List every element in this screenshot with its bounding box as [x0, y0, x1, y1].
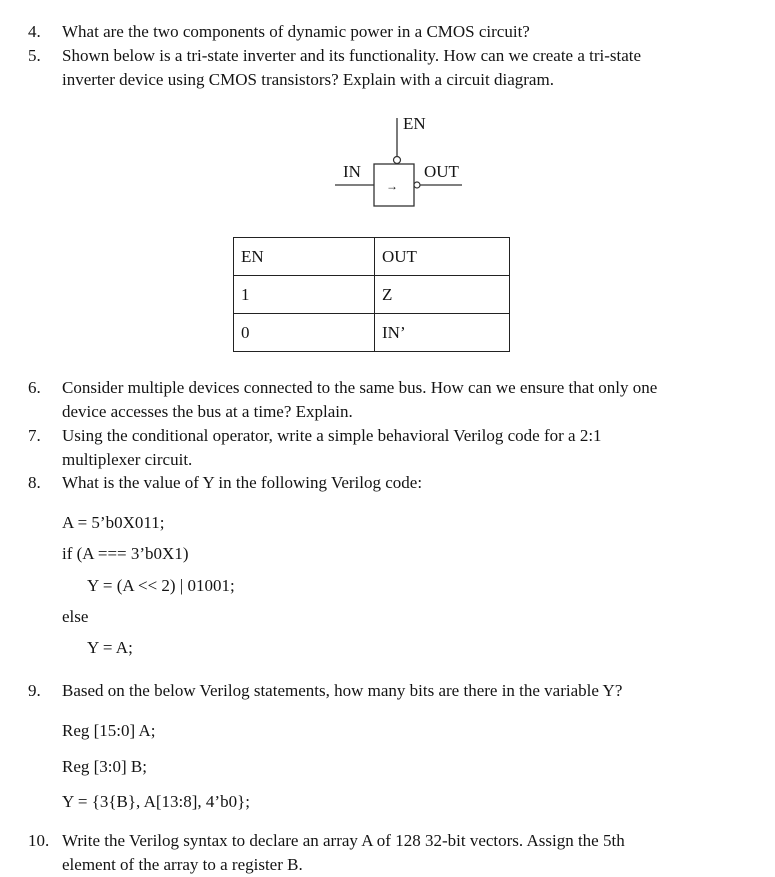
question-number: 5.	[28, 46, 41, 65]
code-line: Reg [3:0] B;	[62, 757, 147, 776]
en-bubble	[394, 157, 401, 164]
table-row	[234, 276, 510, 314]
table-row	[234, 314, 510, 352]
question-text: Based on the below Verilog statements, how many bits are there in the variable Y?	[62, 681, 623, 700]
header-out: OUT	[375, 238, 510, 276]
question-text: device accesses the bus at a time? Explain.	[62, 402, 353, 421]
question-text: element of the array to a register B.	[62, 855, 303, 874]
question-text: Write the Verilog syntax to declare an array A of 128 32-bit vectors. Assign the 5th	[62, 831, 625, 850]
code-line: else	[62, 607, 89, 626]
tristate-inverter-diagram	[0, 0, 775, 230]
table-cell: 1	[234, 276, 375, 314]
question-number: 9.	[28, 681, 41, 700]
table-cell: 0	[234, 314, 375, 352]
question-text: Consider multiple devices connected to the same bus. How can we ensure that only one	[62, 378, 658, 397]
header-en: EN	[234, 238, 375, 276]
question-number: 8.	[28, 473, 41, 492]
in-label: IN	[343, 162, 361, 181]
question-number: 6.	[28, 378, 41, 397]
truth-table	[233, 237, 510, 352]
question-text: What is the value of Y in the following Verilog code:	[62, 473, 423, 492]
arrow-icon: →	[386, 179, 398, 193]
out-label: OUT	[424, 162, 459, 181]
code-line: Y = {3{B}, A[13:8], 4’b0};	[62, 792, 250, 811]
table-header-row	[234, 238, 510, 276]
question-text: What are the two components of dynamic power in a CMOS circuit?	[62, 22, 530, 41]
code-line: if (A === 3’b0X1)	[62, 544, 189, 563]
code-line: Y = A;	[87, 638, 133, 657]
code-line: Reg [15:0] A;	[62, 721, 156, 740]
question-text: inverter device using CMOS transistors? Explain with a circuit diagram.	[62, 70, 554, 89]
out-bubble	[414, 182, 420, 188]
code-line: A = 5’b0X011;	[62, 513, 165, 532]
table-cell: IN’	[375, 314, 510, 352]
question-text: multiplexer circuit.	[62, 450, 193, 469]
code-line: Y = (A << 2) | 01001;	[87, 576, 235, 595]
en-label: EN	[403, 114, 426, 133]
question-number: 10.	[28, 831, 50, 850]
question-text: Shown below is a tri-state inverter and its functionality. How can we create a tri-state	[62, 46, 642, 65]
question-number: 7.	[28, 426, 41, 445]
table-cell: Z	[375, 276, 510, 314]
question-number: 4.	[28, 22, 41, 41]
question-text: Using the conditional operator, write a simple behavioral Verilog code for a 2:1	[62, 426, 602, 445]
